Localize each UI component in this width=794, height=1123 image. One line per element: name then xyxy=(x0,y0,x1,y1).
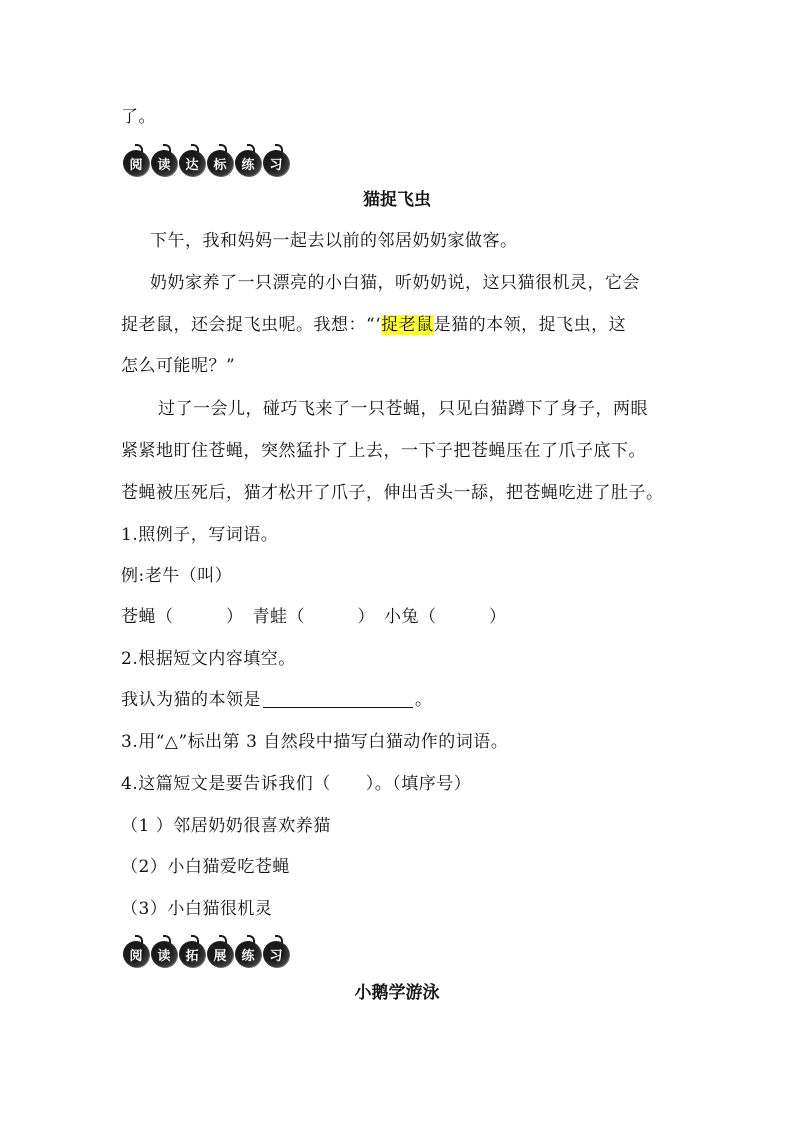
section-header-extended-reading xyxy=(123,941,289,967)
paragraph-2-line-1: 奶奶家养了一只漂亮的小白猫，听奶奶说，这只猫很机灵，它会 xyxy=(150,273,640,293)
question-2-fill xyxy=(121,689,433,711)
badge-icon: 读 xyxy=(151,150,177,176)
badge-icon: 习 xyxy=(263,941,289,967)
paragraph-3-line-1: 过了一会儿，碰巧飞来了一只苍蝇，只见白猫蹲下了身子，两眼 xyxy=(158,399,648,419)
question-4-option-3: （3）小白猫很机灵 xyxy=(121,899,273,919)
question-1-example: 例:老牛（叫） xyxy=(121,566,233,586)
question-4-option-2: （2）小白猫爱吃苍蝇 xyxy=(121,857,290,877)
text-segment: 我认为猫的本领是 xyxy=(121,690,261,710)
paragraph-2-line-2 xyxy=(121,314,626,336)
badge-icon: 练 xyxy=(235,941,261,967)
badge-icon: 拓 xyxy=(179,941,205,967)
answer-blank xyxy=(263,689,413,708)
badge-icon: 习 xyxy=(263,150,289,176)
badge-icon: 阅 xyxy=(123,941,149,967)
question-2: 2.根据短文内容填空。 xyxy=(121,649,296,669)
badge-icon: 读 xyxy=(151,941,177,967)
next-story-title: 小鹅学游泳 xyxy=(354,983,440,1003)
story-title: 猫捉飞虫 xyxy=(363,190,431,210)
highlighted-text: 捉老鼠 xyxy=(381,315,434,335)
text-segment: 。 xyxy=(415,690,433,710)
text-segment: 捉老鼠，还会捉飞虫呢。我想：“‘ xyxy=(121,315,382,335)
paragraph-3-line-2: 紧紧地盯住苍蝇，突然猛扑了上去，一下子把苍蝇压在了爪子底下。 xyxy=(121,441,646,461)
question-1: 1.照例子，写词语。 xyxy=(121,525,279,545)
continued-text: 了。 xyxy=(121,107,156,127)
paragraph-1: 下午，我和妈妈一起去以前的邻居奶奶家做客。 xyxy=(150,231,518,251)
question-4-option-1: （1 ）邻居奶奶很喜欢养猫 xyxy=(121,816,331,836)
section-header-reading-practice xyxy=(123,150,289,176)
badge-icon: 达 xyxy=(179,150,205,176)
question-4: 4.这篇短文是要告诉我们（ ）。（填序号） xyxy=(121,774,472,794)
paragraph-3-line-3: 苍蝇被压死后，猫才松开了爪子，伸出舌头一舔，把苍蝇吃进了肚子。 xyxy=(121,483,664,503)
paragraph-2-line-3: 怎么可能呢？” xyxy=(121,356,236,376)
question-1-items: 苍蝇（ ） 青蛙（ ） 小兔（ ） xyxy=(121,607,507,627)
badge-icon: 展 xyxy=(207,941,233,967)
badge-icon: 标 xyxy=(207,150,233,176)
badge-icon: 阅 xyxy=(123,150,149,176)
text-segment: 是猫的本领，捉飞虫，这 xyxy=(433,315,627,335)
question-3: 3.用“△”标出第 3 自然段中描写白猫动作的词语。 xyxy=(121,732,509,752)
badge-icon: 练 xyxy=(235,150,261,176)
